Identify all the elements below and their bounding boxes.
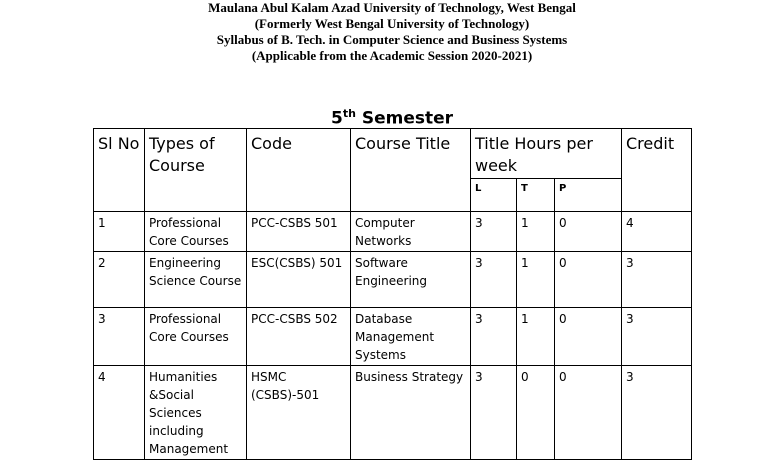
semester-number: 5 xyxy=(330,108,343,129)
table-row xyxy=(94,366,692,460)
cell-l: 3 xyxy=(471,366,517,460)
document-header xyxy=(0,0,784,64)
cell-t: 0 xyxy=(517,366,555,460)
header-credit: Credit xyxy=(622,129,692,212)
cell-title: Software Engineering xyxy=(351,252,471,308)
cell-credit: 3 xyxy=(622,252,692,308)
cell-credit: 4 xyxy=(622,212,692,252)
cell-p: 0 xyxy=(555,308,622,366)
cell-title: Business Strategy xyxy=(351,366,471,460)
semester-word: Semester xyxy=(361,108,454,129)
header-row xyxy=(94,129,692,179)
header-t: T xyxy=(517,179,555,212)
cell-type: Humanities &Social Sciences including Management xyxy=(145,366,247,460)
cell-type: Professional Core Courses xyxy=(145,212,247,252)
course-table xyxy=(93,128,692,460)
session-note: (Applicable from the Academic Session 2020-2021) xyxy=(251,48,533,63)
cell-p: 0 xyxy=(555,252,622,308)
cell-code: PCC-CSBS 501 xyxy=(247,212,351,252)
cell-l: 3 xyxy=(471,212,517,252)
cell-credit: 3 xyxy=(622,366,692,460)
cell-sl: 2 xyxy=(94,252,145,308)
header-sl-no: Sl No xyxy=(94,129,145,212)
header-code: Code xyxy=(247,129,351,212)
cell-title: Computer Networks xyxy=(351,212,471,252)
cell-credit: 3 xyxy=(622,308,692,366)
cell-code: HSMC (CSBS)-501 xyxy=(247,366,351,460)
cell-l: 3 xyxy=(471,252,517,308)
cell-t: 1 xyxy=(517,212,555,252)
header-p: P xyxy=(555,179,622,212)
header-l: L xyxy=(471,179,517,212)
cell-type: Professional Core Courses xyxy=(145,308,247,366)
table-row xyxy=(94,252,692,308)
cell-t: 1 xyxy=(517,308,555,366)
semester-suffix: th xyxy=(342,107,356,120)
cell-sl: 1 xyxy=(94,212,145,252)
syllabus-title: Syllabus of B. Tech. in Computer Science and Business Systems xyxy=(216,32,568,47)
cell-code: PCC-CSBS 502 xyxy=(247,308,351,366)
semester-heading xyxy=(0,104,784,129)
former-name: (Formerly West Bengal University of Technology) xyxy=(254,16,530,31)
cell-p: 0 xyxy=(555,366,622,460)
table-row xyxy=(94,308,692,366)
cell-title: Database Management Systems xyxy=(351,308,471,366)
cell-type: Engineering Science Course xyxy=(145,252,247,308)
university-name: Maulana Abul Kalam Azad University of Technology, West Bengal xyxy=(208,0,576,15)
header-course-title: Course Title xyxy=(351,129,471,212)
cell-p: 0 xyxy=(555,212,622,252)
table-row xyxy=(94,212,692,252)
cell-code: ESC(CSBS) 501 xyxy=(247,252,351,308)
cell-t: 1 xyxy=(517,252,555,308)
cell-sl: 4 xyxy=(94,366,145,460)
cell-sl: 3 xyxy=(94,308,145,366)
header-hours: Title Hours per week xyxy=(471,129,622,179)
header-type: Types of Course xyxy=(145,129,247,212)
cell-l: 3 xyxy=(471,308,517,366)
